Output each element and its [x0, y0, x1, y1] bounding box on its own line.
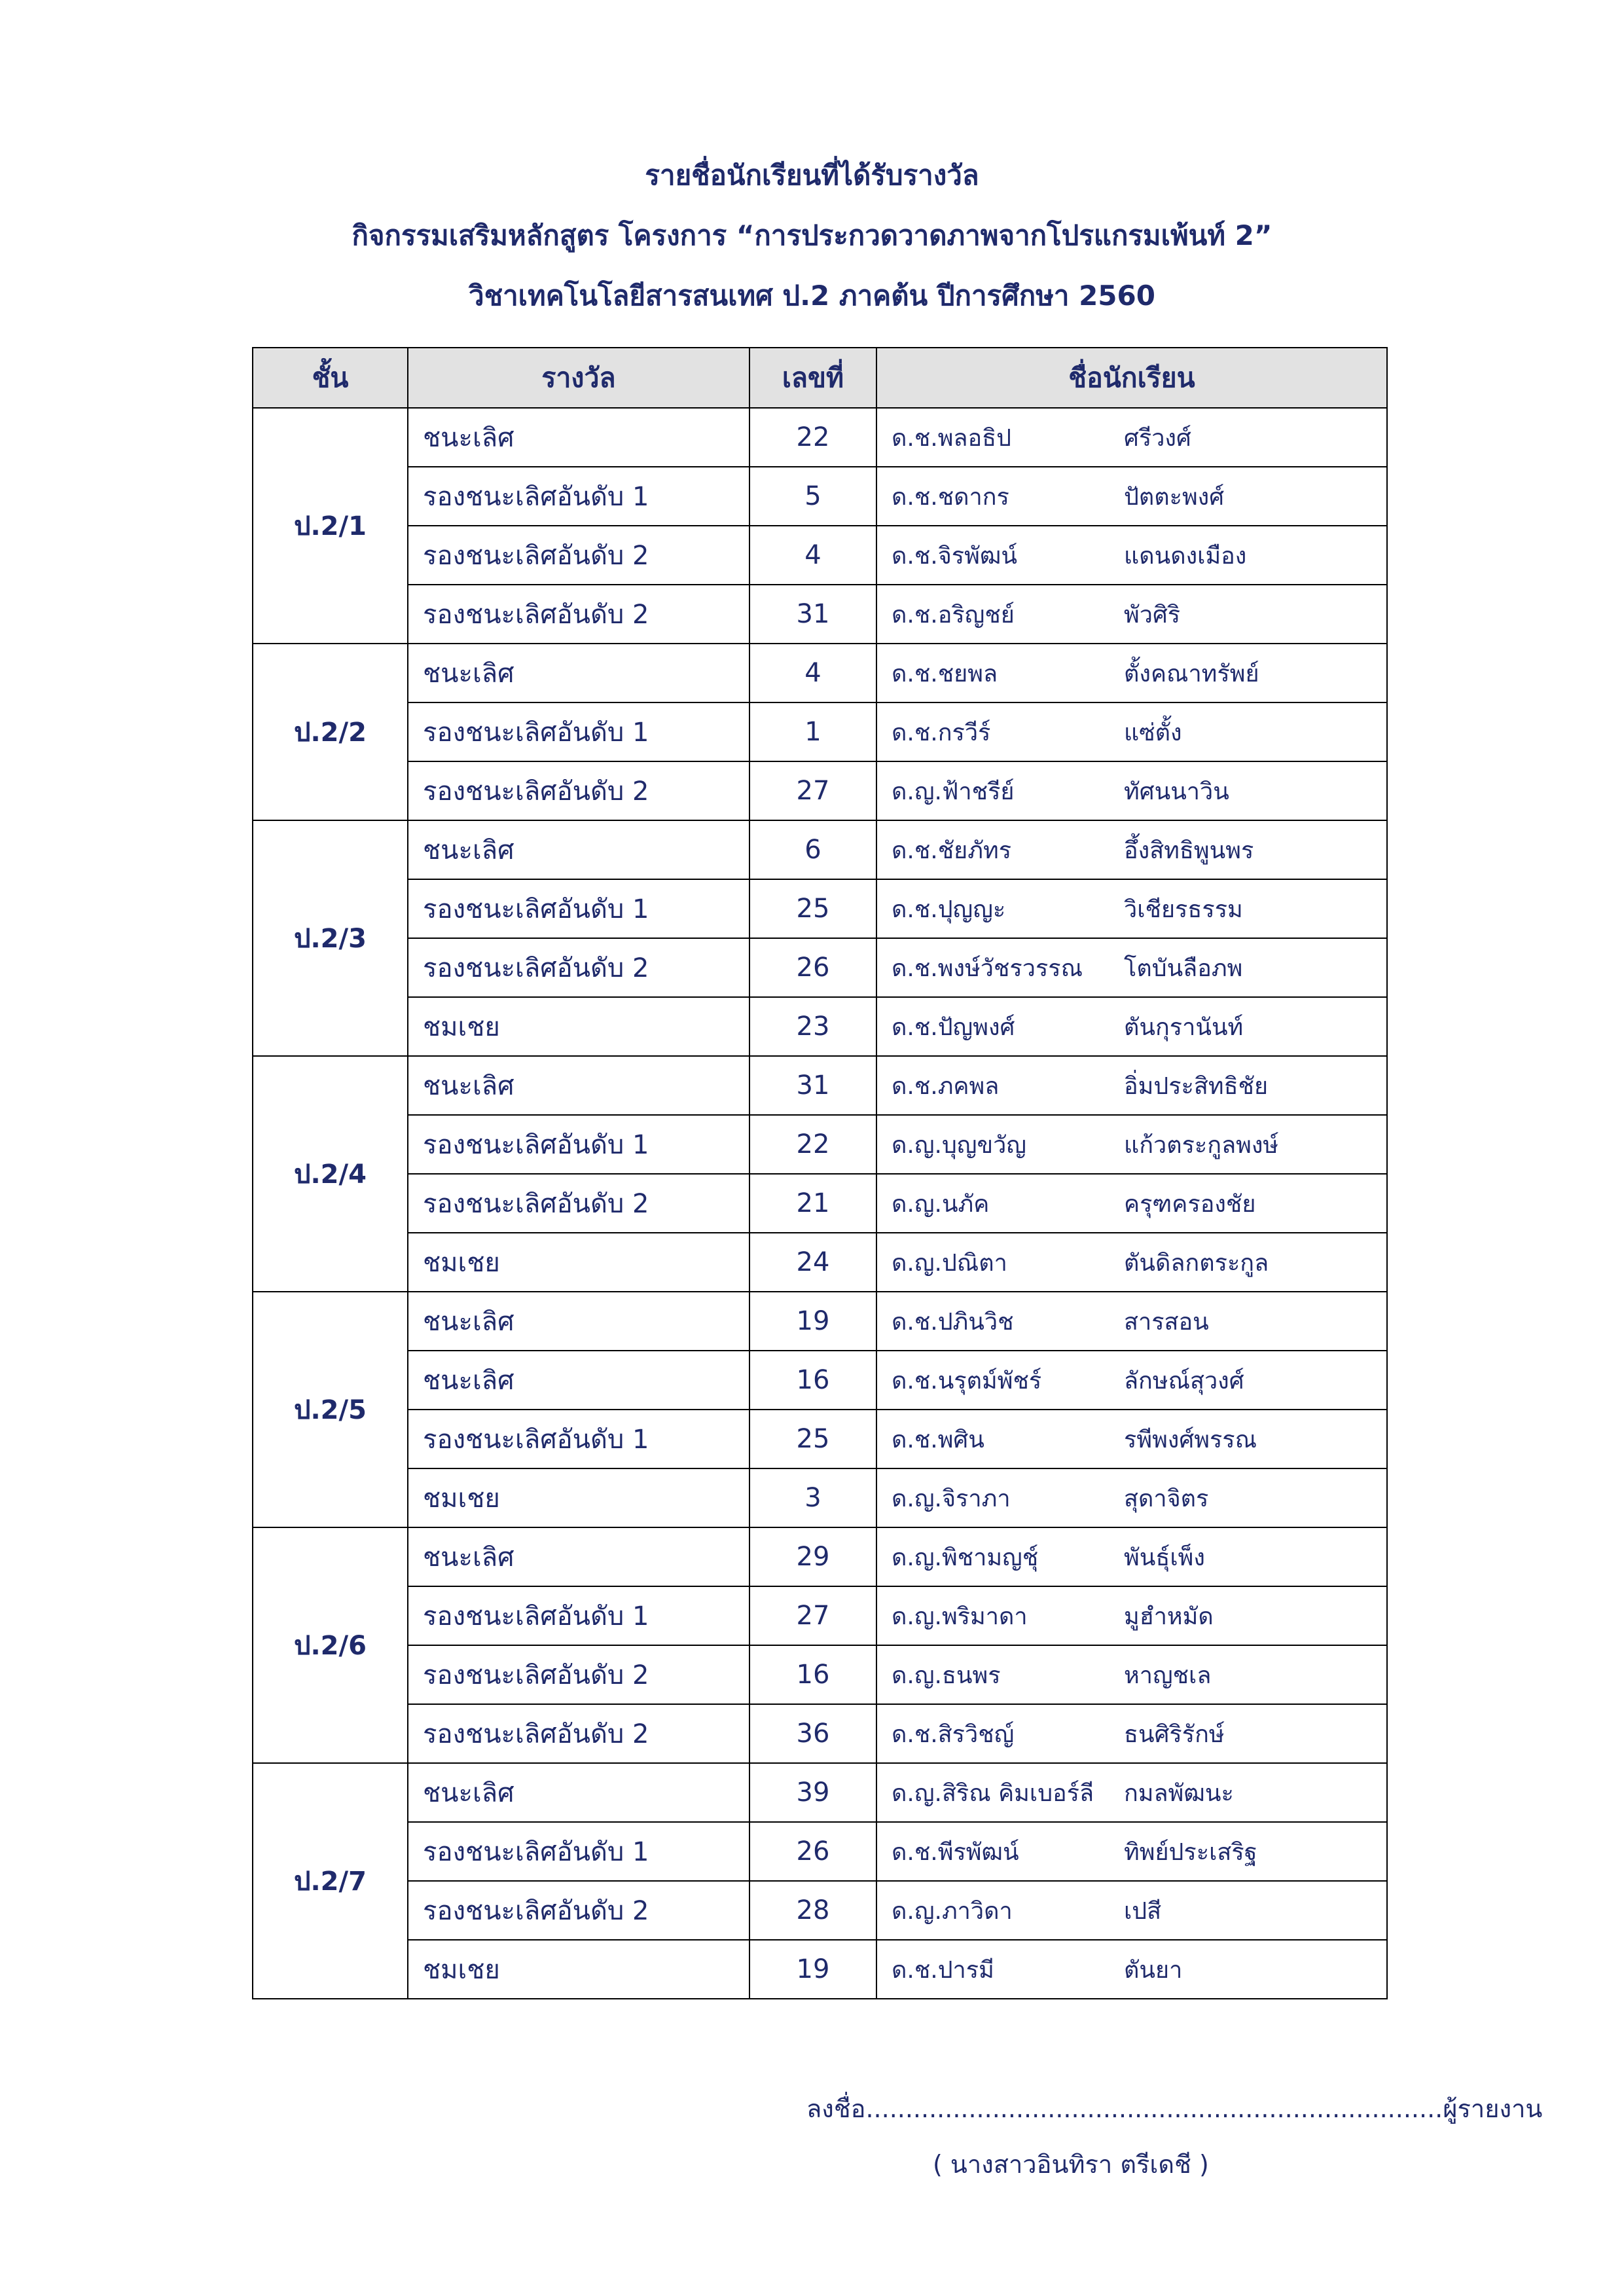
student-first-name: ด.ญ.พริมาดา: [892, 1603, 1028, 1630]
student-first-name: ด.ช.ชยพล: [892, 660, 998, 687]
student-last-name: เปสี: [1124, 1897, 1162, 1925]
student-first-name: ด.ญ.จิราภา: [892, 1485, 1011, 1512]
student-first-name: ด.ช.ชัยภัทร: [892, 837, 1012, 864]
award-cell: ชมเชย: [408, 1940, 749, 1999]
student-name: [892, 1244, 1372, 1281]
student-first-name: ด.ช.พงษ์วัชรวรรณ: [892, 955, 1083, 982]
student-first-name: ด.ช.ภคพล: [892, 1072, 1000, 1100]
table-row: [253, 820, 1387, 879]
award-cell: รองชนะเลิศอันดับ 1: [408, 879, 749, 938]
student-number-cell: 25: [749, 879, 876, 938]
grade-cell: ป.2/4: [253, 1056, 408, 1292]
signature-line: ลงชื่อ.........................................................................ผู้รายงาน: [806, 2094, 1543, 2123]
header-award: รางวัล: [408, 348, 749, 408]
student-last-name: ตันยา: [1124, 1956, 1183, 1984]
student-first-name: ด.ช.กรวีร์: [892, 719, 991, 746]
student-number-cell: 27: [749, 1586, 876, 1645]
student-last-name: ทัศนนาวิน: [1124, 778, 1229, 805]
student-first-name: ด.ช.พลอธิป: [892, 424, 1011, 452]
award-cell: รองชนะเลิศอันดับ 2: [408, 585, 749, 644]
student-number-cell: 27: [749, 761, 876, 820]
student-last-name: ตั้งคณาทรัพย์: [1124, 660, 1259, 687]
student-name: [892, 596, 1372, 633]
award-cell: รองชนะเลิศอันดับ 2: [408, 1704, 749, 1763]
table-row: [253, 997, 1387, 1056]
table-row: [253, 702, 1387, 761]
table-row: [253, 1822, 1387, 1881]
award-cell: ชนะเลิศ: [408, 1527, 749, 1586]
student-number-cell: 39: [749, 1763, 876, 1822]
student-number-cell: 16: [749, 1645, 876, 1704]
student-last-name: ศรีวงศ์: [1124, 424, 1191, 452]
student-first-name: ด.ญ.ธนพร: [892, 1662, 1001, 1689]
student-last-name: แก้วตระกูลพงษ์: [1124, 1131, 1279, 1159]
award-cell: ชนะเลิศ: [408, 1292, 749, 1351]
student-number-cell: 25: [749, 1410, 876, 1468]
student-last-name: มูฮำหมัด: [1124, 1603, 1214, 1630]
table-row: [253, 1704, 1387, 1763]
student-first-name: ด.ญ.นภัค: [892, 1190, 990, 1218]
award-cell: รองชนะเลิศอันดับ 2: [408, 938, 749, 997]
student-name: [892, 1597, 1372, 1635]
student-name: [892, 1126, 1372, 1163]
student-name-cell: [876, 938, 1387, 997]
student-last-name: รพีพงศ์พรรณ: [1124, 1426, 1257, 1453]
student-last-name: อิ่มประสิทธิชัย: [1124, 1072, 1269, 1100]
award-table-body: [253, 408, 1387, 1999]
table-row: [253, 1056, 1387, 1115]
table-row: [253, 1292, 1387, 1351]
award-cell: ชนะเลิศ: [408, 408, 749, 467]
grade-cell: ป.2/6: [253, 1527, 408, 1763]
student-last-name: ทิพย์ประเสริฐ: [1124, 1838, 1257, 1866]
student-name: [892, 890, 1372, 928]
student-name-cell: [876, 1881, 1387, 1940]
student-name: [892, 1303, 1372, 1340]
student-last-name: โตบันลือภพ: [1124, 955, 1243, 982]
table-row: [253, 938, 1387, 997]
student-name-cell: [876, 1174, 1387, 1233]
student-name-cell: [876, 1410, 1387, 1468]
student-name: [892, 1774, 1372, 1812]
student-number-cell: 21: [749, 1174, 876, 1233]
student-name-cell: [876, 408, 1387, 467]
student-name-cell: [876, 761, 1387, 820]
student-name-cell: [876, 1056, 1387, 1115]
student-name: [892, 1715, 1372, 1753]
student-number-cell: 31: [749, 1056, 876, 1115]
student-number-cell: 26: [749, 1822, 876, 1881]
grade-cell: ป.2/2: [253, 644, 408, 820]
award-cell: ชนะเลิศ: [408, 644, 749, 702]
student-first-name: ด.ญ.พิชามญชุ์: [892, 1544, 1039, 1571]
student-last-name: กมลพัฒนะ: [1124, 1779, 1234, 1807]
table-row: [253, 1468, 1387, 1527]
student-last-name: อึ้งสิทธิพูนพร: [1124, 837, 1254, 864]
table-row: [253, 1881, 1387, 1940]
student-number-cell: 4: [749, 644, 876, 702]
student-name: [892, 1951, 1372, 1988]
student-number-cell: 6: [749, 820, 876, 879]
student-name: [892, 655, 1372, 692]
student-number-cell: 19: [749, 1292, 876, 1351]
student-name-cell: [876, 879, 1387, 938]
student-number-cell: 23: [749, 997, 876, 1056]
student-name-cell: [876, 1115, 1387, 1174]
student-first-name: ด.ญ.สิริณ คิมเบอร์ลี: [892, 1779, 1094, 1807]
student-first-name: ด.ช.พศิน: [892, 1426, 984, 1453]
table-row: [253, 1527, 1387, 1586]
student-last-name: พันธุ์เพ็ง: [1124, 1544, 1205, 1571]
reporter-name: ( นางสาวอินทิรา ตรีเดชี ): [933, 2150, 1209, 2179]
table-row: [253, 1763, 1387, 1822]
table-row: [253, 1940, 1387, 1999]
award-table: [252, 347, 1388, 1999]
award-cell: รองชนะเลิศอันดับ 1: [408, 1115, 749, 1174]
student-last-name: หาญชเล: [1124, 1662, 1212, 1689]
table-row: [253, 585, 1387, 644]
student-name: [892, 831, 1372, 869]
table-row: [253, 1410, 1387, 1468]
grade-cell: ป.2/5: [253, 1292, 408, 1527]
student-last-name: สารสอน: [1124, 1308, 1209, 1336]
award-cell: ชมเชย: [408, 997, 749, 1056]
student-number-cell: 31: [749, 585, 876, 644]
student-name-cell: [876, 1468, 1387, 1527]
student-name-cell: [876, 997, 1387, 1056]
student-name-cell: [876, 1822, 1387, 1881]
award-cell: รองชนะเลิศอันดับ 1: [408, 1410, 749, 1468]
table-row: [253, 1351, 1387, 1410]
grade-cell: ป.2/7: [253, 1763, 408, 1999]
student-number-cell: 16: [749, 1351, 876, 1410]
student-first-name: ด.ญ.บุญขวัญ: [892, 1131, 1026, 1159]
student-last-name: ลักษณ์สุวงศ์: [1124, 1367, 1244, 1394]
table-row: [253, 1233, 1387, 1292]
student-name: [892, 1008, 1372, 1046]
document-title: รายชื่อนักเรียนที่ได้รับรางวัล: [645, 159, 979, 191]
award-cell: รองชนะเลิศอันดับ 2: [408, 761, 749, 820]
student-name-cell: [876, 1351, 1387, 1410]
table-row: [253, 467, 1387, 526]
student-name: [892, 1480, 1372, 1517]
student-name: [892, 1362, 1372, 1399]
table-row: [253, 526, 1387, 585]
student-number-cell: 29: [749, 1527, 876, 1586]
student-name: [892, 537, 1372, 574]
table-row: [253, 1174, 1387, 1233]
student-first-name: ด.ช.ปภินวิช: [892, 1308, 1014, 1336]
table-row: [253, 408, 1387, 467]
table-row: [253, 1115, 1387, 1174]
student-name: [892, 1421, 1372, 1458]
student-number-cell: 26: [749, 938, 876, 997]
award-cell: รองชนะเลิศอันดับ 2: [408, 526, 749, 585]
student-first-name: ด.ช.นรุตม์พัชร์: [892, 1367, 1042, 1394]
student-number-cell: 5: [749, 467, 876, 526]
student-number-cell: 3: [749, 1468, 876, 1527]
student-name-cell: [876, 820, 1387, 879]
student-name-cell: [876, 526, 1387, 585]
student-name: [892, 478, 1372, 515]
student-number-cell: 36: [749, 1704, 876, 1763]
student-first-name: ด.ช.ปัญพงศ์: [892, 1013, 1015, 1041]
project-title: กิจกรรมเสริมหลักสูตร โครงการ “การประกวดวาดภาพจากโปรแกรมเพ้นท์ 2”: [352, 219, 1272, 251]
header-grade: ชั้น: [253, 348, 408, 408]
student-last-name: พัวศิริ: [1124, 601, 1181, 629]
student-name-cell: [876, 1292, 1387, 1351]
table-header-row: [253, 348, 1387, 408]
student-first-name: ด.ช.อริญชย์: [892, 601, 1015, 629]
student-last-name: แซ่ตั้ง: [1124, 719, 1182, 746]
award-cell: รองชนะเลิศอันดับ 1: [408, 467, 749, 526]
student-last-name: สุดาจิตร: [1124, 1485, 1209, 1512]
student-name: [892, 1067, 1372, 1104]
student-name: [892, 1539, 1372, 1576]
award-cell: ชนะเลิศ: [408, 1763, 749, 1822]
student-number-cell: 1: [749, 702, 876, 761]
student-name: [892, 1892, 1372, 1929]
student-number-cell: 22: [749, 408, 876, 467]
student-name-cell: [876, 1704, 1387, 1763]
student-name-cell: [876, 1645, 1387, 1704]
student-name-cell: [876, 702, 1387, 761]
student-last-name: แดนดงเมือง: [1124, 542, 1247, 570]
student-name-cell: [876, 1527, 1387, 1586]
student-first-name: ด.ช.ชดากร: [892, 483, 1009, 511]
student-name-cell: [876, 1763, 1387, 1822]
student-name-cell: [876, 1233, 1387, 1292]
header-student-name: ชื่อนักเรียน: [876, 348, 1387, 408]
student-name: [892, 714, 1372, 751]
student-name-cell: [876, 1586, 1387, 1645]
table-row: [253, 879, 1387, 938]
table-row: [253, 1586, 1387, 1645]
award-cell: รองชนะเลิศอันดับ 2: [408, 1645, 749, 1704]
student-last-name: ตันดิลกตระกูล: [1124, 1249, 1269, 1277]
student-first-name: ด.ญ.ปณิตา: [892, 1249, 1007, 1277]
student-last-name: ตันกุรานันท์: [1124, 1013, 1244, 1041]
award-cell: รองชนะเลิศอันดับ 1: [408, 1822, 749, 1881]
award-cell: ชมเชย: [408, 1468, 749, 1527]
grade-cell: ป.2/3: [253, 820, 408, 1056]
award-cell: ชนะเลิศ: [408, 1056, 749, 1115]
student-name-cell: [876, 467, 1387, 526]
student-last-name: ครุฑครองชัย: [1124, 1190, 1256, 1218]
grade-cell: ป.2/1: [253, 408, 408, 644]
student-name-cell: [876, 644, 1387, 702]
student-last-name: วิเชียรธรรม: [1124, 896, 1243, 923]
student-first-name: ด.ช.พีรพัฒน์: [892, 1838, 1019, 1866]
award-cell: รองชนะเลิศอันดับ 2: [408, 1174, 749, 1233]
award-cell: ชมเชย: [408, 1233, 749, 1292]
header-number: เลขที่: [749, 348, 876, 408]
award-cell: ชนะเลิศ: [408, 820, 749, 879]
student-number-cell: 19: [749, 1940, 876, 1999]
student-number-cell: 4: [749, 526, 876, 585]
student-name: [892, 949, 1372, 987]
table-row: [253, 1645, 1387, 1704]
student-first-name: ด.ญ.ฟ้าชรีย์: [892, 778, 1015, 805]
award-cell: รองชนะเลิศอันดับ 1: [408, 1586, 749, 1645]
student-name: [892, 1185, 1372, 1222]
table-row: [253, 644, 1387, 702]
subject-term-title: วิชาเทคโนโลยีสารสนเทศ ป.2 ภาคต้น ปีการศึกษา 2560: [469, 280, 1155, 312]
student-number-cell: 24: [749, 1233, 876, 1292]
award-cell: ชนะเลิศ: [408, 1351, 749, 1410]
student-name: [892, 1833, 1372, 1870]
student-first-name: ด.ญ.ภาวิดา: [892, 1897, 1013, 1925]
student-number-cell: 28: [749, 1881, 876, 1940]
student-first-name: ด.ช.จิรพัฒน์: [892, 542, 1017, 570]
student-name: [892, 419, 1372, 456]
document-title-block: [0, 145, 1624, 326]
student-name-cell: [876, 1940, 1387, 1999]
student-first-name: ด.ช.ปุญญะ: [892, 896, 1006, 923]
table-row: [253, 761, 1387, 820]
student-name: [892, 773, 1372, 810]
student-last-name: ปัตตะพงศ์: [1124, 483, 1225, 511]
award-cell: รองชนะเลิศอันดับ 1: [408, 702, 749, 761]
student-first-name: ด.ช.ปารมี: [892, 1956, 994, 1984]
student-last-name: ธนศิริรักษ์: [1124, 1721, 1225, 1748]
student-first-name: ด.ช.สิรวิชญ์: [892, 1721, 1015, 1748]
student-name: [892, 1656, 1372, 1694]
award-cell: รองชนะเลิศอันดับ 2: [408, 1881, 749, 1940]
student-name-cell: [876, 585, 1387, 644]
student-number-cell: 22: [749, 1115, 876, 1174]
